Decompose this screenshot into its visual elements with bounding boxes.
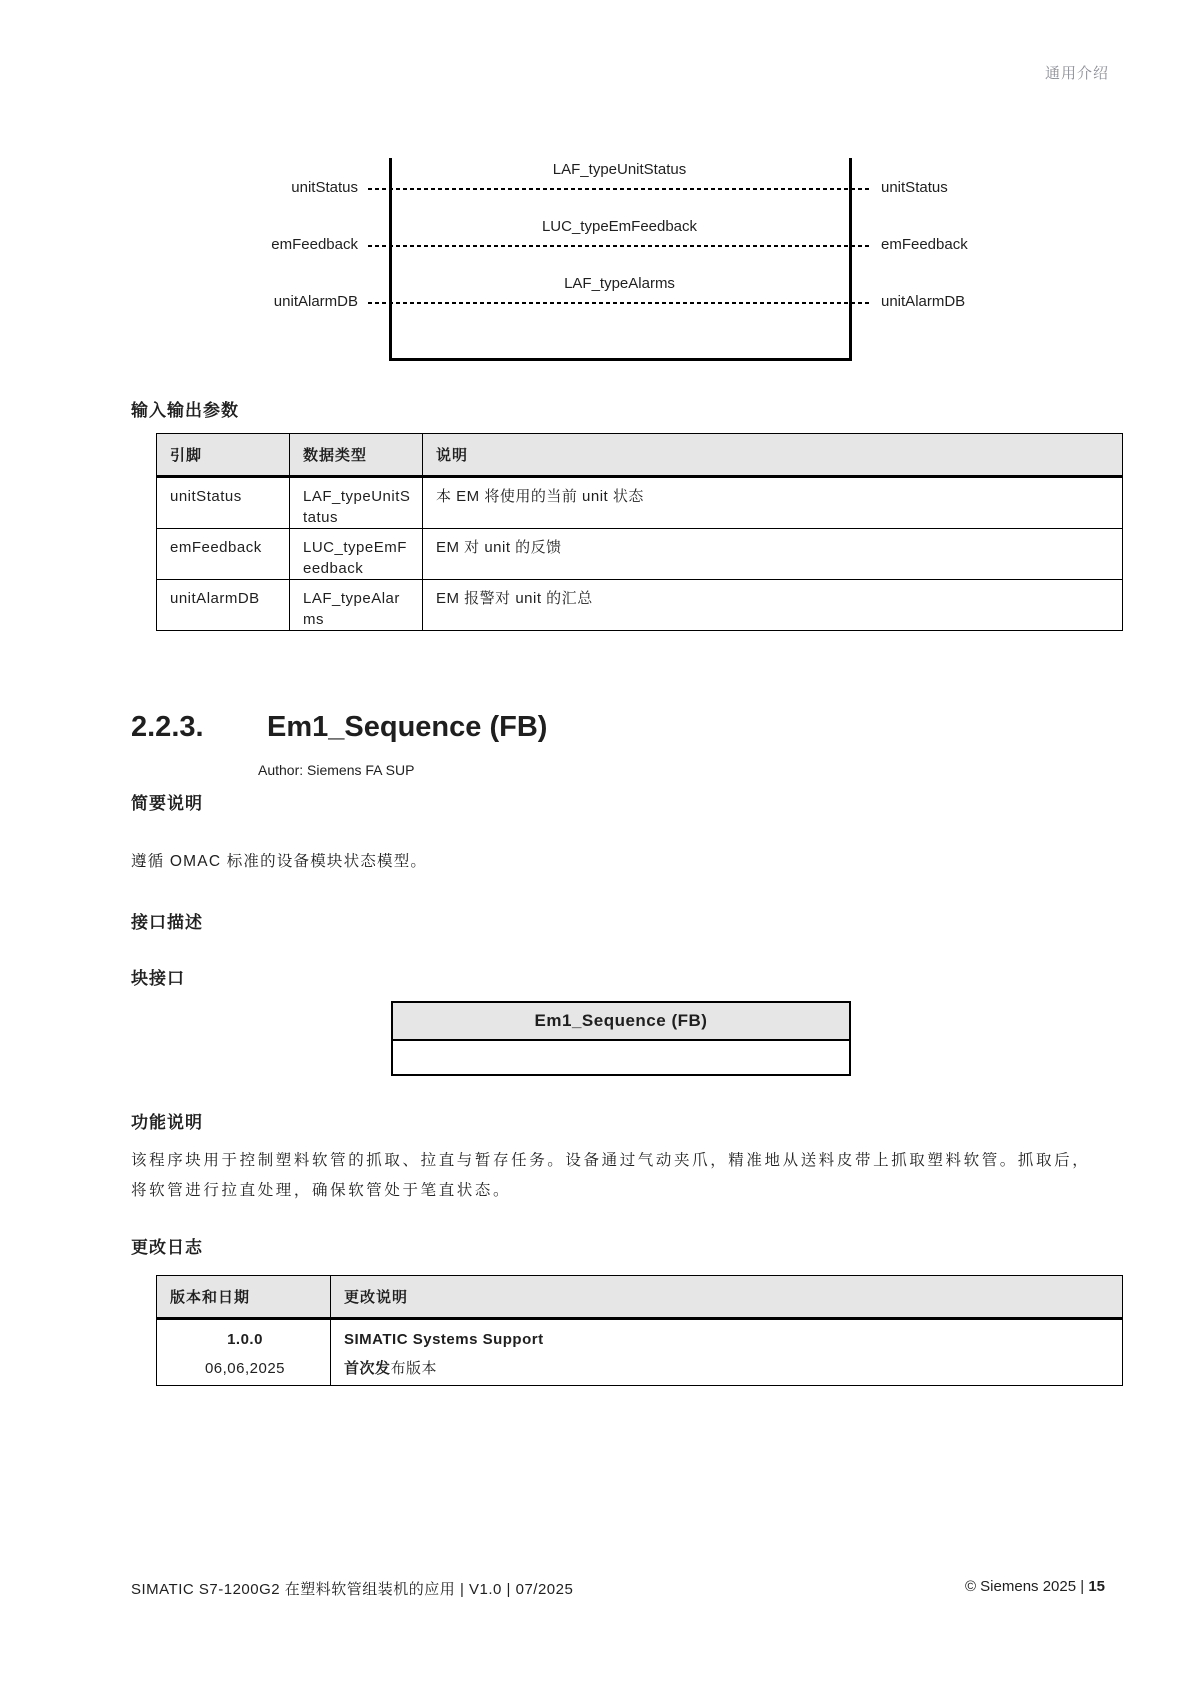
- description-cell: EM 对 unit 的反馈: [423, 529, 1123, 580]
- io-table-row: [157, 477, 1123, 529]
- running-header: 通用介绍: [1044, 65, 1109, 82]
- port-type-label: LAF_typeUnitStatus: [552, 161, 687, 178]
- port-type-label: LUC_typeEmFeedback: [541, 218, 698, 235]
- version-date-cell: [157, 1319, 331, 1386]
- page-number: 15: [1088, 1578, 1105, 1595]
- io-table-header-row: [157, 434, 1123, 477]
- footer-document-title: SIMATIC S7-1200G2 在塑料软管组装机的应用 | V1.0 | 07/2025: [131, 1581, 574, 1598]
- port-type-label: LAF_typeAlarms: [564, 275, 675, 292]
- port-label-right: unitAlarmDB: [881, 293, 966, 310]
- changelog-col-version: 版本和日期: [157, 1276, 331, 1319]
- change-description-lead: 首次发: [344, 1360, 391, 1377]
- author-line: Author: Siemens FA SUP: [258, 762, 415, 778]
- description-cell: EM 报警对 unit 的汇总: [423, 580, 1123, 631]
- section-title: Em1_Sequence (FB): [267, 711, 548, 743]
- footer-copyright: [965, 1578, 1105, 1595]
- port-label-left: emFeedback: [271, 236, 358, 253]
- changelog-col-description: 更改说明: [331, 1276, 1123, 1319]
- pin-cell: unitAlarmDB: [157, 580, 290, 631]
- port-line: [368, 188, 871, 190]
- datatype-cell: LUC_typeEmFeedback: [290, 529, 423, 580]
- pin-cell: unitStatus: [157, 477, 290, 529]
- io-params-heading: 输入输出参数: [131, 401, 239, 420]
- change-description-cell: [331, 1319, 1123, 1386]
- change-description-rest: 布版本: [390, 1360, 438, 1377]
- changelog-row: [157, 1319, 1123, 1386]
- port-label-right: emFeedback: [881, 236, 968, 253]
- date-value: 06,06,2025: [204, 1360, 286, 1377]
- diagram-bottom-border: [389, 358, 852, 361]
- io-table-row: [157, 580, 1123, 631]
- pin-cell: emFeedback: [157, 529, 290, 580]
- changelog-table: [156, 1275, 1123, 1386]
- function-heading: 功能说明: [131, 1113, 203, 1132]
- datatype-cell: LAF_typeAlarms: [290, 580, 423, 631]
- port-line: [368, 245, 871, 247]
- version-value: 1.0.0: [227, 1331, 263, 1348]
- io-col-datatype: 数据类型: [290, 434, 423, 477]
- block-interface-heading: 块接口: [131, 969, 185, 988]
- port-label-left: unitAlarmDB: [273, 293, 358, 310]
- copyright-text: © Siemens 2025 |: [964, 1578, 1089, 1595]
- function-text: 该程序块用于控制塑料软管的抓取、拉直与暂存任务。设备通过气动夹爪，精准地从送料皮带上抓取塑料软管。抓取后，将软管进行拉直处理，确保软管处于笔直状态。: [131, 1152, 1091, 1199]
- port-label-right: unitStatus: [881, 179, 948, 196]
- section-number: 2.2.3.: [131, 711, 204, 743]
- port-label-left: unitStatus: [291, 179, 358, 196]
- changelog-header-row: [157, 1276, 1123, 1319]
- brief-text: 遵循 OMAC 标准的设备模块状态模型。: [131, 853, 428, 870]
- fb-block-body: [393, 1041, 849, 1074]
- datatype-cell: LAF_typeUnitStatus: [290, 477, 423, 529]
- changelog-heading: 更改日志: [131, 1238, 203, 1257]
- fb-block-box: [391, 1001, 851, 1076]
- interface-heading: 接口描述: [131, 913, 203, 932]
- change-author: SIMATIC Systems Support: [344, 1331, 544, 1348]
- fb-block-title: Em1_Sequence (FB): [393, 1003, 849, 1041]
- io-table-row: [157, 529, 1123, 580]
- io-col-pin: 引脚: [157, 434, 290, 477]
- description-cell: 本 EM 将使用的当前 unit 状态: [423, 477, 1123, 529]
- port-line: [368, 302, 871, 304]
- io-col-description: 说明: [423, 434, 1123, 477]
- brief-heading: 简要说明: [131, 794, 203, 813]
- io-params-table: [156, 433, 1123, 631]
